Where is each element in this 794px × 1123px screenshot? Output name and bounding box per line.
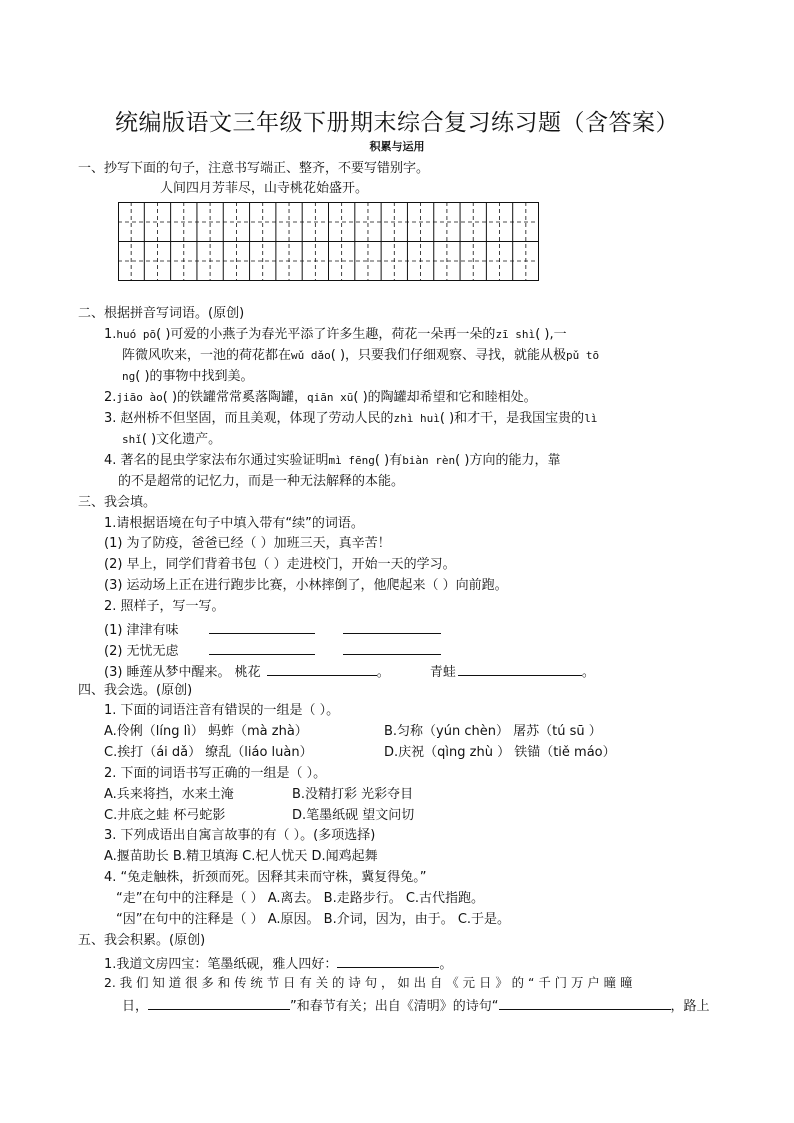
- s4-q2-c[interactable]: C.井底之蛙 杯弓蛇影: [104, 808, 226, 823]
- pinyin-jiaoao: jiāo ào: [116, 391, 163, 404]
- s3-q2-1-text: (1) 津津有味: [104, 623, 179, 638]
- s3-q1-2: (2) 早上，同学们背着书包（ ）走进校门，开始一天的学习。: [104, 557, 456, 572]
- s4-q2-a[interactable]: A.兵来将挡，水来土淹: [104, 787, 234, 802]
- s3-q1-3: (3) 运动场上正在进行跑步比赛，小林摔倒了，他爬起来（ ）向前跑。: [104, 578, 508, 593]
- s3-q2-2-text: (2) 无忧无虑: [104, 644, 179, 659]
- s4-q4-zou[interactable]: “走”在句中的注释是（ ） A.离去。 B.走路步行。 C.古代指跑。: [116, 891, 485, 906]
- s3-q2: 2. 照样子，写一写。: [104, 599, 225, 614]
- s2-line-1: [104, 326, 567, 344]
- s3-q1: 1.请根据语境在句子中填入带有“续”的词语。: [104, 516, 364, 531]
- s5-q2-text-1: 日，: [122, 999, 149, 1014]
- pinyin-putong-b: ng: [122, 370, 136, 383]
- answer-blank[interactable]: [458, 661, 582, 676]
- s2-line-3: [122, 368, 254, 386]
- writing-grid[interactable]: [118, 202, 539, 281]
- s4-q4: 4. “兔走触株，折颈而死。因释其耒而守株，冀复得兔。”: [104, 870, 427, 885]
- s4-q3-options[interactable]: A.揠苗助长 B.精卫填海 C.杞人忧天 D.闻鸡起舞: [104, 849, 378, 864]
- pinyin-zishi: zī shì: [495, 328, 536, 341]
- answer-blank[interactable]: [343, 619, 441, 634]
- s2-l2-text: 阵微风吹来，一池的荷花都在: [122, 348, 292, 363]
- pinyin-putong-a: pǔ tō: [566, 349, 600, 362]
- s4-q1-a[interactable]: A.伶俐（líng lì） 蚂蚱（mà zhà）: [104, 724, 308, 739]
- section-4-heading: 四、我会选。(原创): [78, 683, 193, 698]
- s4-q1-c[interactable]: C.挨打（ái dǎ） 缭乱（liáo luàn）: [104, 745, 313, 760]
- s3-q1-1: (1) 为了防疫，爸爸已经（ ）加班三天，真辛苦！: [104, 536, 391, 551]
- s5-q2-line-1: 2. 我 们 知 道 很 多 和 传 统 节 日 有 关 的 诗 句 ， 如 出 自 《 元 日 》 的 “ 千 门 万 户 曈 曈: [104, 975, 633, 990]
- s2-l1-num: 1.: [104, 327, 117, 342]
- s2-l7-text: 4. 著名的昆虫学家法布尔通过实验证明: [104, 453, 329, 468]
- s2-l2-mid: ( )，只要我们仔细观察、寻找，就能从极: [330, 348, 567, 363]
- s5-q2-text-2: ”和春节有关；出自《清明》的诗句“: [290, 999, 499, 1014]
- pinyin-bianren: biàn rèn: [402, 454, 456, 467]
- answer-blank[interactable]: [343, 640, 441, 655]
- s2-line-7: [104, 452, 560, 470]
- answer-blank[interactable]: [337, 953, 439, 968]
- answer-blank[interactable]: [499, 995, 671, 1010]
- s3-q2-3: [104, 661, 595, 682]
- s3-q2-3-text2: 青蛙: [429, 665, 456, 680]
- pinyin-lishi-a: lì: [584, 412, 598, 425]
- s2-l6-text: ( )文化遗产。: [141, 432, 222, 447]
- s4-q2: 2. 下面的词语书写正确的一组是（ ）。: [104, 766, 327, 781]
- section-1-heading: 一、抄写下面的句子，注意书写端正、整齐，不要写错别字。: [78, 161, 430, 176]
- pinyin-huopo: huó pō: [116, 328, 157, 341]
- s4-q1-d[interactable]: D.庆祝（qìng zhù ） 铁锚（tiě máo）: [384, 745, 616, 760]
- page-title: 统编版语文三年级下册期末综合复习练习题（含答案）: [115, 110, 679, 136]
- s2-l4-num: 2.: [104, 390, 117, 405]
- section-5-heading: 五、我会积累。(原创): [78, 933, 206, 948]
- s2-line-6: [122, 431, 221, 449]
- page-subtitle: 积累与运用: [369, 140, 425, 153]
- pinyin-wudao: wǔ dǎo: [291, 349, 331, 362]
- s5-q2-line-2: [122, 995, 710, 1016]
- pinyin-lishi-b: shǐ: [122, 433, 142, 446]
- s2-l1-end: ( ),一: [535, 327, 567, 342]
- period: 。: [376, 665, 390, 680]
- answer-blank[interactable]: [148, 995, 290, 1010]
- section-2-heading: 二、根据拼音写词语。(原创): [78, 306, 245, 321]
- s4-q2-b[interactable]: B.没精打彩 光彩夺目: [292, 787, 414, 802]
- period: 。: [439, 957, 453, 972]
- s5-q1: [104, 953, 452, 974]
- s5-q1-text: 1.我道文房四宝：笔墨纸砚，雅人四好：: [104, 957, 338, 972]
- copy-sentence: 人间四月芳菲尽，山寺桃花始盛开。: [160, 181, 369, 196]
- s2-l7-mid: ( )有: [374, 453, 403, 468]
- s2-line-8: 的不是超常的记忆力，而是一种无法解释的本能。: [118, 474, 405, 489]
- s4-q2-d[interactable]: D.笔墨纸砚 望文问切: [292, 808, 415, 823]
- s4-q3: 3. 下列成语出自寓言故事的有（ ）。(多项选择): [104, 828, 376, 843]
- pinyin-qianxu: qiān xū: [307, 391, 354, 404]
- s2-l1-text: ( )可爱的小燕子为春光平添了许多生趣，荷花一朵再一朵的: [156, 327, 496, 342]
- section-3-heading: 三、我会填。: [78, 495, 157, 510]
- pinyin-mifeng: mì fēng: [328, 454, 375, 467]
- s4-q4-yin[interactable]: “因”在句中的注释是（ ） A.原因。 B.介词，因为，由于。 C.于是。: [116, 912, 511, 927]
- s2-line-5: [104, 410, 597, 428]
- answer-blank[interactable]: [209, 640, 315, 655]
- s2-l4-end: ( )的陶罐却希望和它和睦相处。: [353, 390, 537, 405]
- s2-line-4: [104, 389, 537, 407]
- s5-q2-text-3: ，路上: [670, 999, 710, 1014]
- s4-q1: 1. 下面的词语注音有错误的一组是（ ）。: [104, 703, 340, 718]
- writing-grid-lines: [118, 202, 539, 281]
- s3-q2-2: [104, 640, 441, 661]
- s3-q2-3-text: (3) 睡莲从梦中醒来。 桃花: [104, 665, 261, 680]
- answer-blank[interactable]: [267, 661, 377, 676]
- s4-q1-b[interactable]: B.匀称（yún chèn） 屠苏（tú sū ）: [384, 724, 602, 739]
- s2-l7-end: ( )方向的能力，靠: [455, 453, 561, 468]
- s2-l5-text: 3. 赵州桥不但坚固，而且美观，体现了劳动人民的: [104, 411, 394, 426]
- answer-blank[interactable]: [209, 619, 315, 634]
- period: 。: [581, 665, 595, 680]
- s2-l5-mid: ( )和才干，是我国宝贵的: [439, 411, 585, 426]
- s3-q2-1: [104, 619, 441, 640]
- s2-l4-text: ( )的铁罐常常奚落陶罐，: [162, 390, 308, 405]
- s2-l3-text: ( )的事物中找到美。: [135, 369, 254, 384]
- pinyin-zhihui: zhì huì: [393, 412, 440, 425]
- s2-line-2: [122, 347, 599, 365]
